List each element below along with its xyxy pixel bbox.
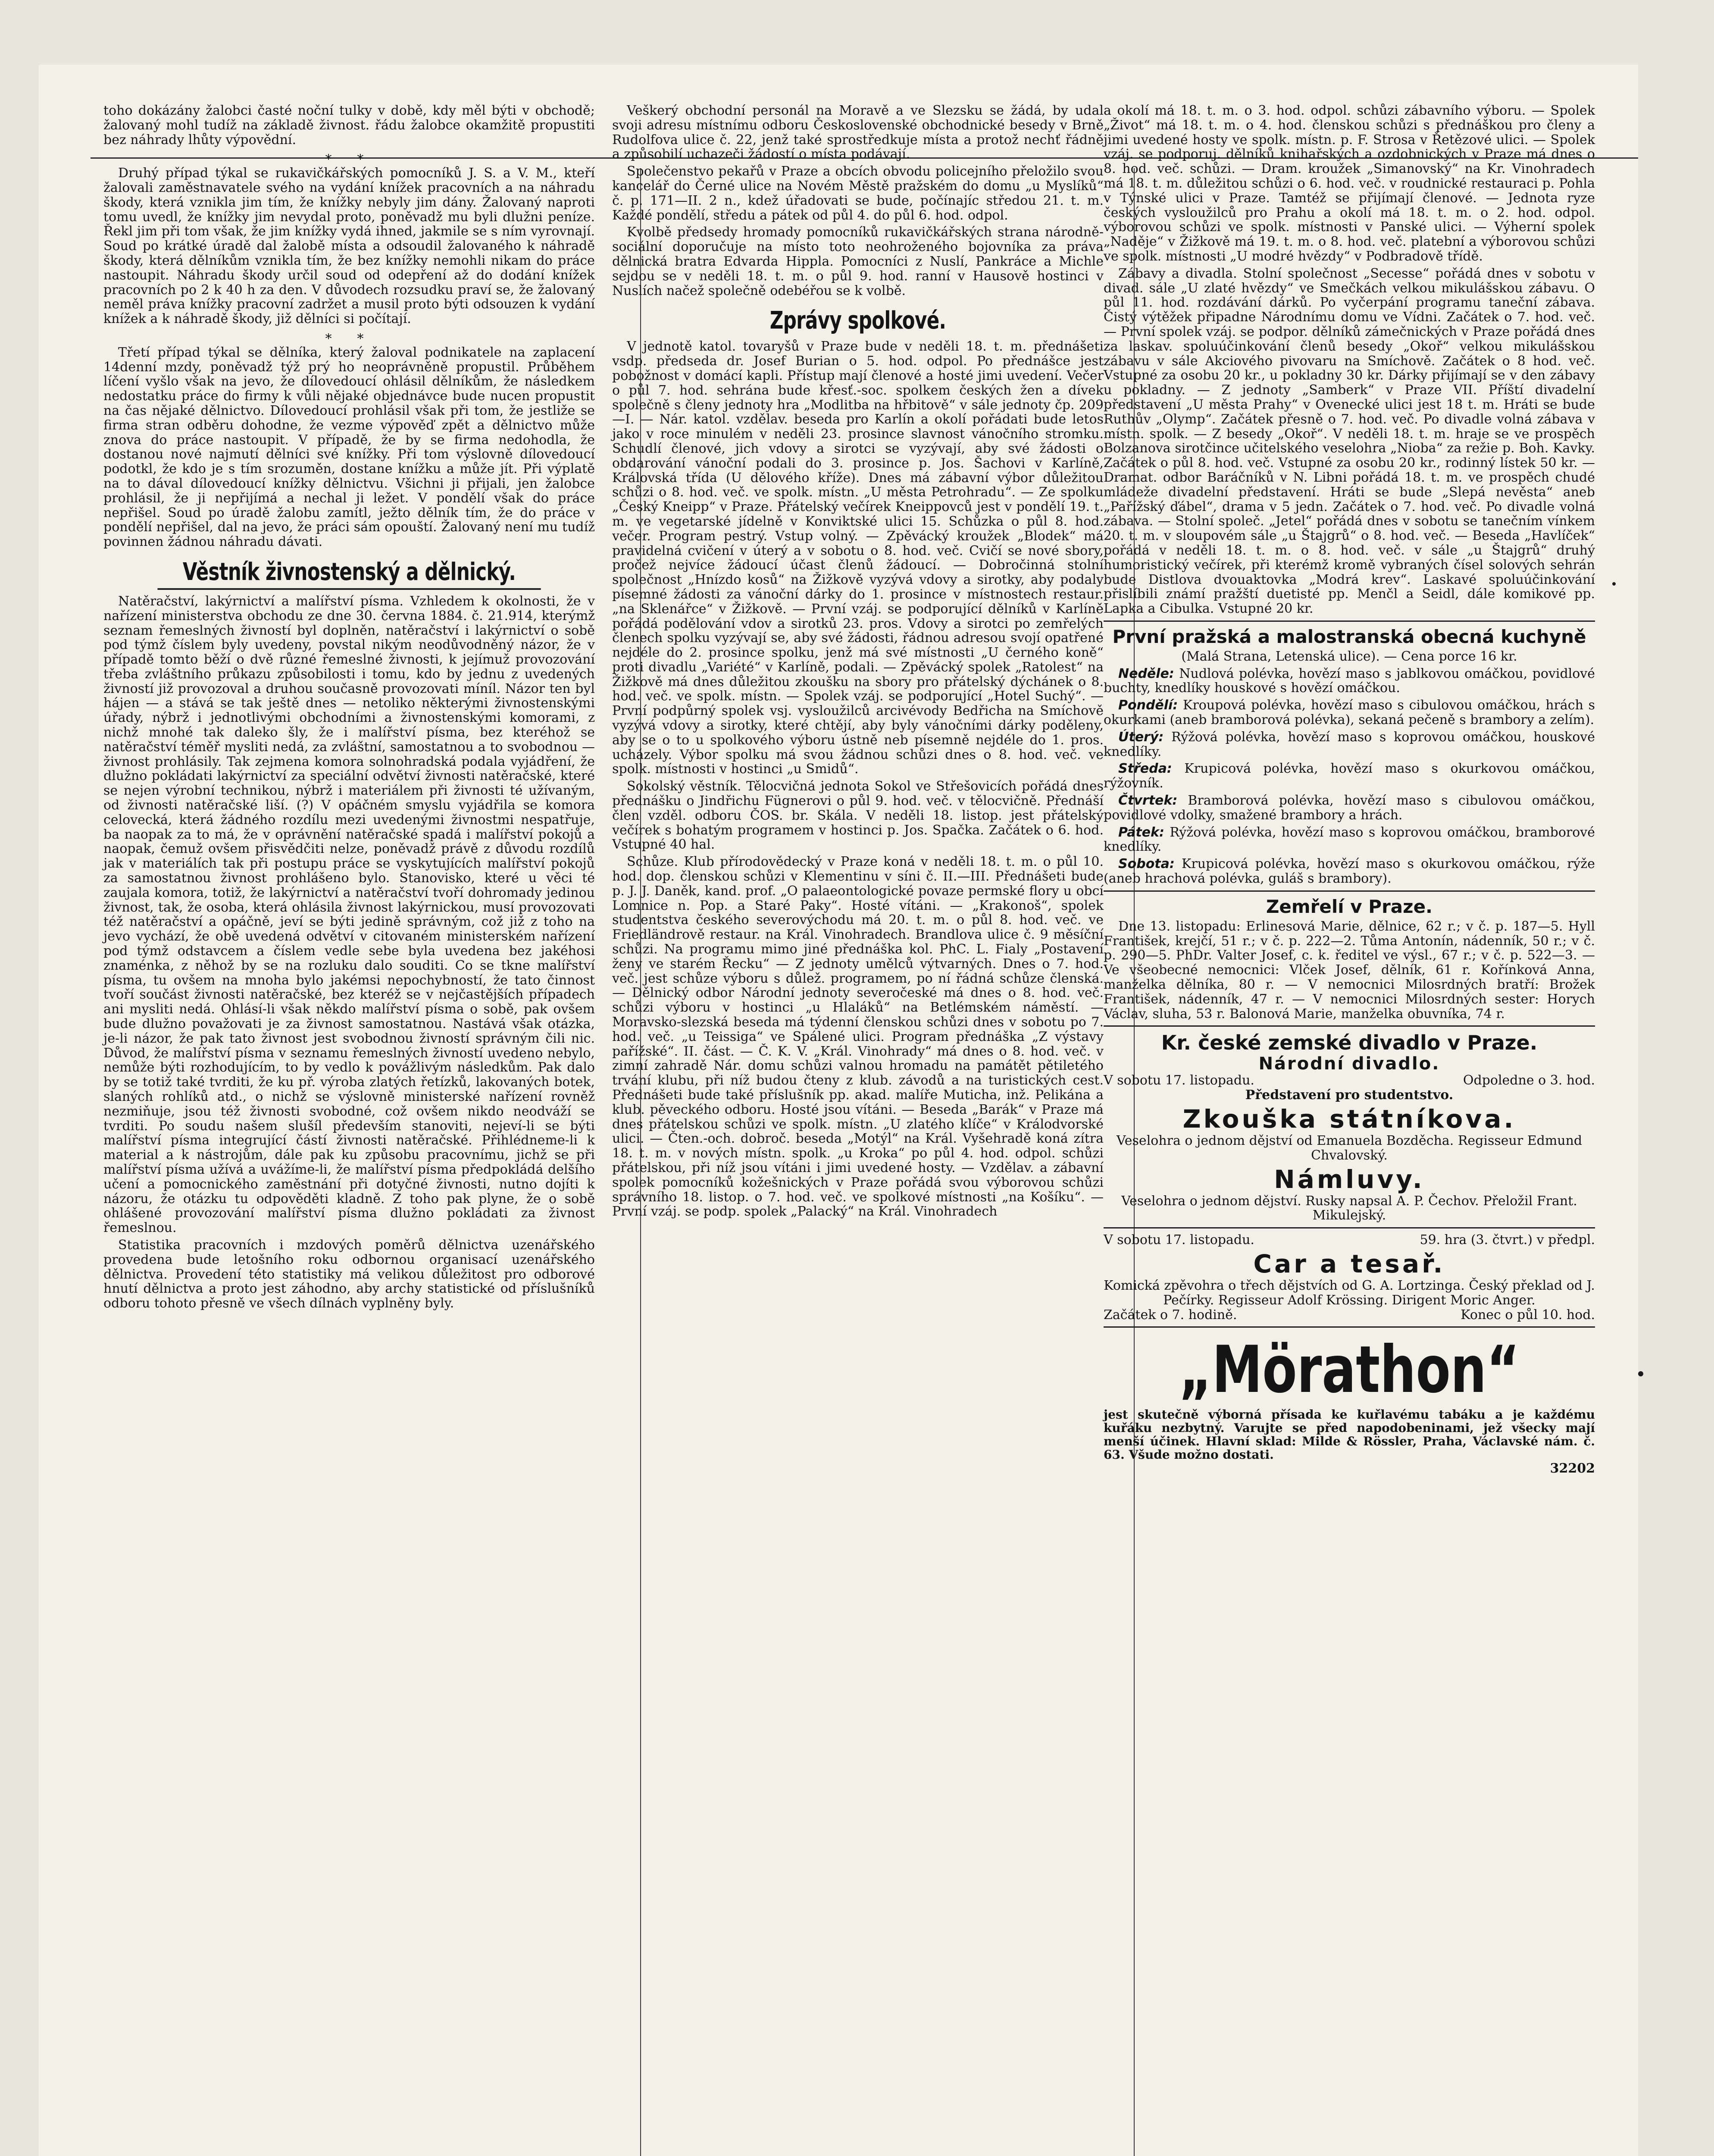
paragraph: toho dokázány žalobci časté noční tulky v době, kdy měl býti v obchodě; žalovaný mohl tudíž na základě živnost. řádu žalobce okamžitě propustiti bez náhrady lhůty výpovědní.: [103, 103, 595, 147]
menu-day-text: Rýžová polévka, hovězí maso s koprovou omáčkou, houskové knedlíky.: [1104, 729, 1595, 759]
menu-day: [1104, 825, 1595, 855]
performance-date: V sobotu 17. listopadu.: [1104, 1232, 1254, 1248]
paragraph: Kvolbě předsedy hromady pomocníků rukavičkářských strana národně-sociální doporučuje na místo toto neohroženého bojovníka za práva dělnická bratra Edvarda Hippla. Pomocníci z Nuslí, Pankráce a Michle sejdou se v neděli 18. t. m. o půl 9. hod. ranní v Hausově hostinci v Nuslích načež společně odebéřou se k volbě.: [612, 225, 1104, 298]
performance-date: V sobotu 17. listopadu.: [1104, 1073, 1254, 1088]
divider: [1104, 1025, 1595, 1027]
menu-subtitle: (Malá Strana, Letenská ulice). — Cena porce 16 kr.: [1181, 649, 1517, 664]
menu-day-text: Nudlová polévka, hovězí maso s jablkovou omáčkou, povidlové buchty, knedlíky houskové s hovězí omáčkou.: [1104, 666, 1595, 696]
divider: [1104, 1227, 1595, 1228]
advert-code: 32202: [1550, 1461, 1595, 1476]
advert-title: „Mörathon“: [1179, 1332, 1520, 1408]
paragraph: Schůze. Klub přírodovědecký v Praze koná v neděli 18. t. m. o půl 10. hod. dop. členskou schůzi v Klementinu v síni č. II.—III. Přednášeti bude p. J. J. Daněk, kand. prof. „O palaeontologické povaze permské flory u obcí Lomnice n. Pop. a Staré Paky“. Hosté vítáni. — „Krakonoš“, spolek studentstva českého severovýchodu má 20. t. m. o půl 8. hod. več. ve Friedländrově restaur. na Král. Vinohradech. Brandlova ulice č. 9 měsíční schůzi. Na programu mimo jiné přednáška kol. PhC. L. Fialy „Postavení ženy ve starém Řecku“ — Z jednoty umělců výtvarných. Dnes o 7. hod. več. jest schůze výboru s důlež. programem, po ní řádná schůze členská. — Dělnický odbor Národní jednoty severočeské má dnes o 8. hod. več. schůzi výboru v hostinci „u Hlaláků“ na Betlémském náměstí. — Moravsko-slezská beseda má týdenní členskou schůzi dnes v sobotu po 7. hod. več. „u Teissiga“ ve Spálené ulici. Program přednáška „Z výstavy pařížské“. II. část. — Č. K. V. „Král. Vinohrady“ má dnes o 8. hod. več. v zimní zahradě Nár. domu schůzi valnou hromadu na památět pětiletého trvání klubu, při níž budou čteny z klub. závodů a na turistických cest. Přednášeti bude také příslušník pp. akad. malíře Muticha, inž. Pelikána a klub. pěveckého odboru. Hosté jsou vítáni. — Beseda „Barák“ v Praze má dnes přátelskou schůzi ve spolk. místn. „U zlatého klíče“ v Králodvorské ulici. — Čten.-och. dobroč. beseda „Motýl“ na Král. Vyšehradě koná zítra 18. t. m. v nových místn. spolk. „u Kroka“ po půl 4. hod. odpol. schůzi přátelskou, při níž jsou vítáni i jimi uvedené hosty. — Vzdělav. a zábavní spolek pomocníků kožešnických v Praze pořádá svou výborovou schůzi správního 18. listop. o 7. hod. več. ve spolkové místnosti „na Košíku“. — První vzáj. se podp. spolek „Palacký“ na Král. Vinohradech: [612, 854, 1104, 1219]
scan-speck: [1612, 582, 1616, 586]
deaths-title: Zemřelí v Praze.: [1266, 896, 1433, 917]
divider: [1104, 1326, 1595, 1328]
menu-day-label: Čtvrtek:: [1118, 793, 1178, 808]
menu-list: [1104, 667, 1595, 886]
menu-day-text: Kroupová polévka, hovězí maso s cibulovou omáčkou, hrách s okurkami (aneb bramborová polévka), sekaná pečeně s brambory a zelím).: [1104, 698, 1595, 728]
paragraph: Natěračství, lakýrnictví a malířství písma. Vzhledem k okolnosti, že v nařízení ministerstva obchodu ze dne 30. června 1884. č. 21.914, kterýmž seznam řemeslných živností byl doplněn, natěračství i lakýrnictví o sobě pod týmž číslem byly uvedeny, povstal nikým neodůvodněný názor, že v případě tomto běží o dvě různé řemeslné živnosti, k jejímuž provozování třeba zvláštního průkazu způsobilosti i tomu, kdo by jednu z uvedených živností již provozoval a druhou současně provozovati míníl. Názor ten byl hájen — a stává se tak ještě dnes — netoliko některými živnostenskými úřady, nýbrž i jednotlivými obchodními a živnostenskými komorami, z nichž mnohé tak daleko šly, že i malířství písma, bez kteréhož se natěračství téměř mysliti nedá, za zvláštní, samostatnou a to svobodnou — živnost prohlásily. Tak zejmena komora solnohradská podala vyjádření, že dlužno pokládati lakýrnictví za speciální odvětví živnosti natěračské, které se nejen výrobní technikou, nýbrž i materiálem při živnosti té užívaným, od živnosti natěračské liší. (?) V opáčném smyslu vyjádřila se komora celovecká, která žádného rozdílu mezi uvedenými živnostmi nespatřuje, ba naopak za to má, že v oprávnění natěračské spadá i malířství pokojů a naopak, čemuž ovšem přisvědčiti nelze, poněvadž právě z důvodu rozdílů jak v materiálích tak při postupu práce se vyskytujících malířství pokojů za samostatnou živnost prohlášeno bylo. Stanovisko, které u věci té zaujala komora, totiž, že lakýrnictví a natěračství tvoří dohromady jedinou živnost, tak, že osoba, která ohlásila živnost lakýrnickou, musí provozovati též natěračství a opáčně, jeví se býti jedině správným, což již z toho na jevo vychází, že obě uvedená odvětví v citovaném ministerském nařízení pod týmž odstavcem a číslem vedle sebe byla uvedena bez jakéhosi znaménka, z něhož by se na rozluku dalo souditi. Co se tkne malířství písma, tu ovšem na mnoha bylo jakémsi nepochybností, že tato činnost tvoří součást živnosti natěračské, bez kteréž se v nejčastějších případech ani mysliti nedá. Ohlásí-li však někdo malířství písma o sobě, pak ovšem bude dlužno považovati je za živnost samostatnou. Nastává však otázka, je-li názor, že pak tato živnost jest svobodnou živností správným čili nic. Důvod, že malířství písma v seznamu řemeslných živností uvedeno nebylo, nemůže býti rozhodujícím, to by vedlo k povážlivým následkům. Pak dalo by se totiž také tvrditi, že ku př. výroba zlatých řetízků, lakovaných botek, slaných rohlíků atd., o nichž se výslovně ministerské nařízení rovněž nezmiňuje, jsou též živnosti svobodné, což ovšem nikdo neodváží se tvrditi. Po soudu našem slušíl především stanoviti, nejeví-li se býti malířství písma integrující částí živnosti natěračské. Přihlédneme-li k material a k nástrojům, dále pak ku způsobu pracovnímu, jichž se při malířství písma užívá a uvážíme-li, že malířství písma předpokládá delšího učení a pomocnického zaměstnání při dotyčné živnosti, nutno dojíti k názoru, že otázku tu odpověděti kladně. Z toho pak plyne, že o sobě ohlášené provozování malířství písma dlužno pokládati za živnost řemeslnou.: [103, 593, 595, 1236]
menu-day: [1104, 761, 1595, 791]
divider: [1104, 620, 1595, 622]
paragraph: Druhý případ týkal se rukavičkářských pomocníků J. S. a V. M., kteří žalovali zaměstnavatele svého na vydání knížek pracovních a na náhradu škody, která vznikla jim tím, že knížky nebyly jim dány. Žalovaný naproti tomu uvedl, že knížky jim nevydal proto, poněvadž mu byli dlužni peníze. Řekl jim při tom však, že jim knížky vydá ihned, jakmile se s ním vyrovnají. Soud po krátké úradě dal žalobě místa a odsoudil žalovaného k náhradě škody, která dělníkům vznikla tím, že bez knížky nemohli nikam do práce nastoupit. Náhradu škody určil soud od odepření až do dodání knížek pracovních po 2 k 40 h za den. V důvodech rozsudku praví se, že žalovaný neměl práva knížky pracovní zadržet a musil proto býti odsouzen k vydání knížek a k náhradě škody, již dělníci si počítají.: [103, 166, 595, 327]
theatre-row: [1104, 1308, 1595, 1322]
play-title: Car a tesař.: [1253, 1249, 1445, 1279]
column-2: [612, 103, 1104, 1222]
performance-time: Odpoledne o 3. hod.: [1463, 1073, 1595, 1088]
menu-day-label: Neděle:: [1118, 666, 1174, 681]
section-heading: Věstník živnostenský a dělnický.: [157, 558, 541, 590]
paragraph: Veškerý obchodní personál na Moravě a ve Slezsku se žádá, by udal svoji adresu místnímu odboru Československé obchodnické besedy v Brně Rudolfova ulice č. 22, jenž také sprostředkuje místa a protož nechť řádně a způsobilí uchazeči žádostí o místa podávají.: [612, 103, 1104, 162]
menu-day-label: Pátek:: [1118, 824, 1164, 840]
menu-day: [1104, 698, 1595, 727]
theatre-row: [1104, 1233, 1595, 1247]
performance-end: Konec o půl 10. hod.: [1461, 1307, 1595, 1322]
menu-day: [1104, 730, 1595, 759]
play-description: Komická zpěvohra o třech dějstvích od G. A. Lortzinga. Český překlad od J. Pečírky. Regisseur Adolf Krössing. Dirigent Moric Anger.: [1104, 1278, 1595, 1308]
theatre-title: Kr. české zemské divadlo v Praze.: [1161, 1031, 1538, 1055]
menu-title: První pražská a malostranská obecná kuchyně: [1112, 626, 1586, 647]
menu-day-label: Sobota:: [1118, 856, 1175, 872]
paragraph: Statistika pracovních i mzdových poměrů dělnictva uzenářského provedena bude letošního roku odbornou organisací uzenářského dělnictva. Provedení této statistiky má velikou důležitost pro odborové hnutí dělnictva a proto jest záhodno, aby archy statistické od příslušníků odboru tohoto přesně ve všech dílnách vyplněny byly.: [103, 1237, 595, 1311]
menu-day-label: Pondělí:: [1118, 698, 1178, 713]
divider: [1104, 890, 1595, 892]
menu-day: [1104, 857, 1595, 886]
paragraph: Třetí případ týkal se dělníka, který žaloval podnikatele na zaplacení 14denní mzdy, poněvadž týž prý ho neoprávněně propustil. Průběhem líčení vyšlo však na jevo, že dílovedoucí ohlásil dělníkům, že následkem nedostatku práce do firmy k vůli nějaké objednávce bude nucen propustit na čas nějaké dělnictvo. Dílovedoucí prohlásil však při tom, že jestliže se firma stran odběru dohodne, že vezme výpověď zpět a dělnictvo může znova do práce nastoupit. V případě, že by se firma nedohodla, že dostanou nové najmutí dělníci své knížky. Při tom výslovně dílovedoucí podotkl, že kdo je s tím srozuměn, dostane knížku a může jít. Při výplatě na to dával dílovedoucí knížky dělnictvu. Všichni ji přijali, jen žalobce prohlásil, že ji nepřijímá a nechal ji ležet. V pondělí však do práce nepřišel. Soud po úradě žalobu zamítl, ježto dělník tím, že do práce v pondělí nepřišel, dal na jevo, že práci sám opouští. Žalovaný není mu tudíž povinnen žádnou náhradu dávati.: [103, 345, 595, 550]
play-description: Veselohra o jednom dějství. Rusky napsal A. P. Čechov. Přeložil Frant. Mikulejský.: [1121, 1193, 1577, 1223]
performance-start: Začátek o 7. hodině.: [1104, 1307, 1237, 1322]
menu-day-text: Krupicová polévka, hovězí maso s okurkovou omáčkou, rýže (aneb hrachová polévka, guláš s brambory).: [1104, 856, 1595, 887]
menu-day-label: Úterý:: [1118, 729, 1164, 745]
play-title: Zkouška státníkova.: [1182, 1104, 1516, 1134]
advert-text: jest skutečně výborná přísada ke kuřlavému tabáku a je každému kuřáku nezbytný. Varujte se před napodobeninami, jež všecky mají menší účinek. Hlavní sklad: Milde & Rössler, Praha, Václavské nám. č. 63. Všude možno dostati.: [1104, 1407, 1595, 1462]
paragraph: Sokolský věstník. Tělocvičná jednota Sokol ve Střešovicích pořádá dnes přednášku o Jindřichu Fügnerovi o půl 9. hod. več. v tělocvičně. Přednáší člen vzděl. odboru ČOS. br. Skála. V neděli 18. listop. jest přátelský večírek s bohatým programem v hostinci p. Jos. Spačka. Začátek o 6. hod. Vstupné 40 hal.: [612, 779, 1104, 852]
deaths-text: Dne 13. listopadu: Erlinesová Marie, dělnice, 62 r.; v č. p. 187—5. Hyll František, krejčí, 51 r.; v č. p. 222—2. Tůma Antonín, nádenník, 50 r.; v č. p. 290—5. PhDr. Valter Josef, c. k. ředitel ve výsl., 67 r.; v č. p. 522—3. — Ve všeobecné nemocnici: Vlček Josef, dělník, 61 r. Kořínková Anna, manželka dělníka, 80 r. — V nemocnici Milosrdných bratří: Brožek František, nádenník, 47 r. — V nemocnici Milosrdných sester: Horych Václav, sluha, 53 r. Balonová Marie, manželka obuvníka, 74 r.: [1104, 918, 1595, 1022]
column-1: [103, 103, 595, 1313]
section-heading: Zprávy spolkové.: [769, 307, 946, 335]
menu-day-text: Krupicová polévka, hovězí maso s okurkovou omáčkou, rýžovník.: [1104, 761, 1595, 791]
theatre-subtitle: Národní divadlo.: [1258, 1054, 1440, 1074]
theatre-row: [1104, 1073, 1595, 1088]
menu-day: [1104, 793, 1595, 823]
menu-day: [1104, 667, 1595, 696]
performance-number: 59. hra (3. čtvrt.) v předpl.: [1420, 1232, 1595, 1248]
paragraph: Společenstvo pekařů v Praze a obcích obvodu policejního přeložilo svou kancelář do Černé ulice na Novém Městě pražském do domu „u Myslíků“ č. p. 171—II. 2 n., kdež úřadovati se bude, počínajíc středou 21. t. m. Každé pondělí, středu a pátek od půl 4. do půl 6. hod. odpol.: [612, 164, 1104, 223]
performance-note: Představení pro studentstvo.: [1245, 1087, 1454, 1103]
menu-day-text: Bramborová polévka, hovězí maso s cibulovou omáčkou, povidlové vdolky, smažené brambory a hrách.: [1104, 793, 1595, 823]
section-separator: ∗ ∗: [324, 328, 375, 344]
section-separator: ∗ ∗: [324, 149, 375, 165]
scan-speck: [1638, 1371, 1643, 1376]
menu-day-text: Rýžová polévka, hovězí maso s koprovou omáčkou, bramborové knedlíky.: [1104, 824, 1595, 855]
column-3: [1104, 103, 1595, 1476]
paragraph: V jednotě katol. tovaryšů v Praze bude v neděli 18. t. m. přednášeti vsdp. předseda dr. Josef Burian o 5. hod. odpol. Po přednášce jest pobožnost v domácí kapli. Přístup mají členové a hosté jimi uvedení. Večer o půl 7. hod. sehrána bude křesť.-soc. spolkem českých žen a dívek společně s členy jednoty hra „Modlitba na hřbitově“ v sále jednoty čp. 209—I. — Nár. katol. vzdělav. beseda pro Karlín a okolí pořádati bude letos jako v roce minulém v neděli 23. prosince slavnost vánočního stromku. Schudlí členové, jich vdovy a sirotci se vyzývají, aby své žádosti o obdarování vánoční podali do 3. prosince p. Jos. Šachovi v Karlíně, Královská třída (U dělového kříže). Dnes má zábavní výbor důležitou schůzi o 8. hod. več. ve spolk. místn. „U města Petrohradu“. — Ze spolku „Český Kneipp“ v Praze. Přátelský večírek Kneippovců jest v pondělí 19. t. m. ve vegetarské jídelně v Konviktské ulici 15. Schůzka o půl 8. hod. večer. Program pestrý. Vstup volný. — Zpěvácký kroužek „Blodek“ má pravidelná cvičení v úterý a v sobotu o 8. hod. več. Cvičí se nové sbory, pročež nejvíce žádoucí účast členů žádoucí. — Dobročinná stolní společnost „Hnízdo kosů“ na Žižkově vyzývá vdovy a sirotky, aby podaly písemné žádosti za vánoční dárky do 1. prosince v místnostech restaur. „na Sklenářce“ v Žižkově. — První vzáj. se podporující dělníků v Karlíně pořádá podělování vdov a sirotků 23. pros. Vdovy a sirotci po zemřelých členech spolku vyzývají se, aby své žádosti, řádnou adresou svojí opatřené nejdéle do 2. prosince spolku, jenž má své místnosti „U černého koně“ proti divadlu „Variété“ v Karlíně, podali. — Zpěvácký spolek „Ratolest“ na Žižkově má dnes důležitou zkoušku na sbory pro přátelský dýchánek o 8. hod. več. ve spolk. místn. — Spolek vzáj. se podporující „Hotel Suchý“. — První podpůrný spolek vsj. vysloužilců arcivévody Bedřicha na Smíchově vyzývá vdovy a sirotky, které chtějí, aby byly vánočními dárky poděleny, aby se o to u spolkového výboru ústně neb písemně nejdéle do 1. pros. ucházely. Výbor spolku má svou žádnou schůzi dnes o 8. hod. več. ve spolk. místnosti v hostinci „u Smidů“.: [612, 339, 1104, 777]
menu-day-label: Středa:: [1118, 761, 1172, 777]
paragraph: a okolí má 18. t. m. o 3. hod. odpol. schůzi zábavního výboru. — Spolek „Život“ má 18. t. m. o 4. hod. členskou schůzi s přednáškou pro členy a jimi uvedené hosty ve spolk. místn. p. F. Strosa v Řetězové ulici. — Spolek vzáj. se podporuj. dělníků knihařských a ozdobnických v Praze má dnes o 8. hod. več. schůzi. — Dram. kroužek „Simanovský“ na Kr. Vinohradech má 18. t. m. důležitou schůzi o 6. hod. več. v roudnické restauraci p. Pohla v Týnské ulici v Praze. Tamtéž se přijímají členové. — Jednota ryze českých vysloužilců pro Prahu a okolí má 18. t. m. o 2. hod. odpol. výborovou schůzi ve spolk. místnosti v Panské ulici. — Výherní spolek „Naděje“ v Žižkově má 19. t. m. o 8. hod. več. platební a výborovou schůzi ve spolk. místnosti „U modré hvězdy“ v Podbradově třídě.: [1104, 103, 1595, 264]
play-description: Veselohra o jednom dějství od Emanuela Bozděcha. Regisseur Edmund Chvalovský.: [1116, 1133, 1583, 1163]
paragraph: Zábavy a divadla. Stolní společnost „Secesse“ pořádá dnes v sobotu v divad. sále „U zlaté hvězdy“ ve Smečkách velkou mikulášskou zábavu. O půl 11. hod. rozdávání dárků. Po vyčerpání programu taneční zábava. Čistý výtěžek připadne Národnímu domu ve Vídni. Začátek o 7. hod. več. — První spolek vzáj. se podpor. dělníků zámečnických v Praze pořádá dnes za laskav. spoluúčinkování členů besedy „Okoř“ velkou mikulášskou zábavu v sále Akciového pivovaru na Smíchově. Začátek o 8 hod. več. Vstupné za osobu 20 kr., u pokladny 30 kr. Dárky přijímají se v den zábavy u pokladny. — Z jednoty „Samberk“ v Praze VII. Příští divadelní představení „U města Prahy“ v Ovenecké ulici jest 18 t. m. Hráti se bude Ruthův „Olymp“. Začátek přesně o 7. hod. več. Po divadle volná zábava v místn. spolk. — Z besedy „Okoř“. V neděli 18. t. m. hraje se ve prospěch Bolzanova sirotčince učitelského veselohra „Nioba“ za režie p. Boh. Kavky. Začátek o půl 8. hod. več. Vstupné za osobu 20 kr., rodinný lístek 50 kr. — Dramat. odbor Baráčníků v N. Libni pořádá 18. t. m. ve prospěch chudé mládeže divadelní představení. Hráti se bude „Slepá nevěsta“ aneb „Pařížský ďábel“, drama v 5 jedn. Začátek o 7. hod. več. Po divadle volná zábava. — Stolní společ. „Jetel“ pořádá dnes v sobotu se tanečním vínkem 20. t. m. v sloupovém sále „u Štajgrů“ o 8. hod. več. — Beseda „Havlíček“ pořádá v neděli 18. t. m. o 8. hod. več. v sále „u Štajgrů“ druhý humoristický večírek, při kterémž kromě vybraných čísel solových sehrán bude Distlova dvouaktovka „Modrá krev“. Laskavé spoluúčinkování přislíbili známí pražští duetisté pp. Menčl a Seidl, dále komikové pp. Lapka a Cibulka. Vstupné 20 kr.: [1104, 266, 1595, 617]
play-title: Námluvy.: [1274, 1164, 1425, 1194]
